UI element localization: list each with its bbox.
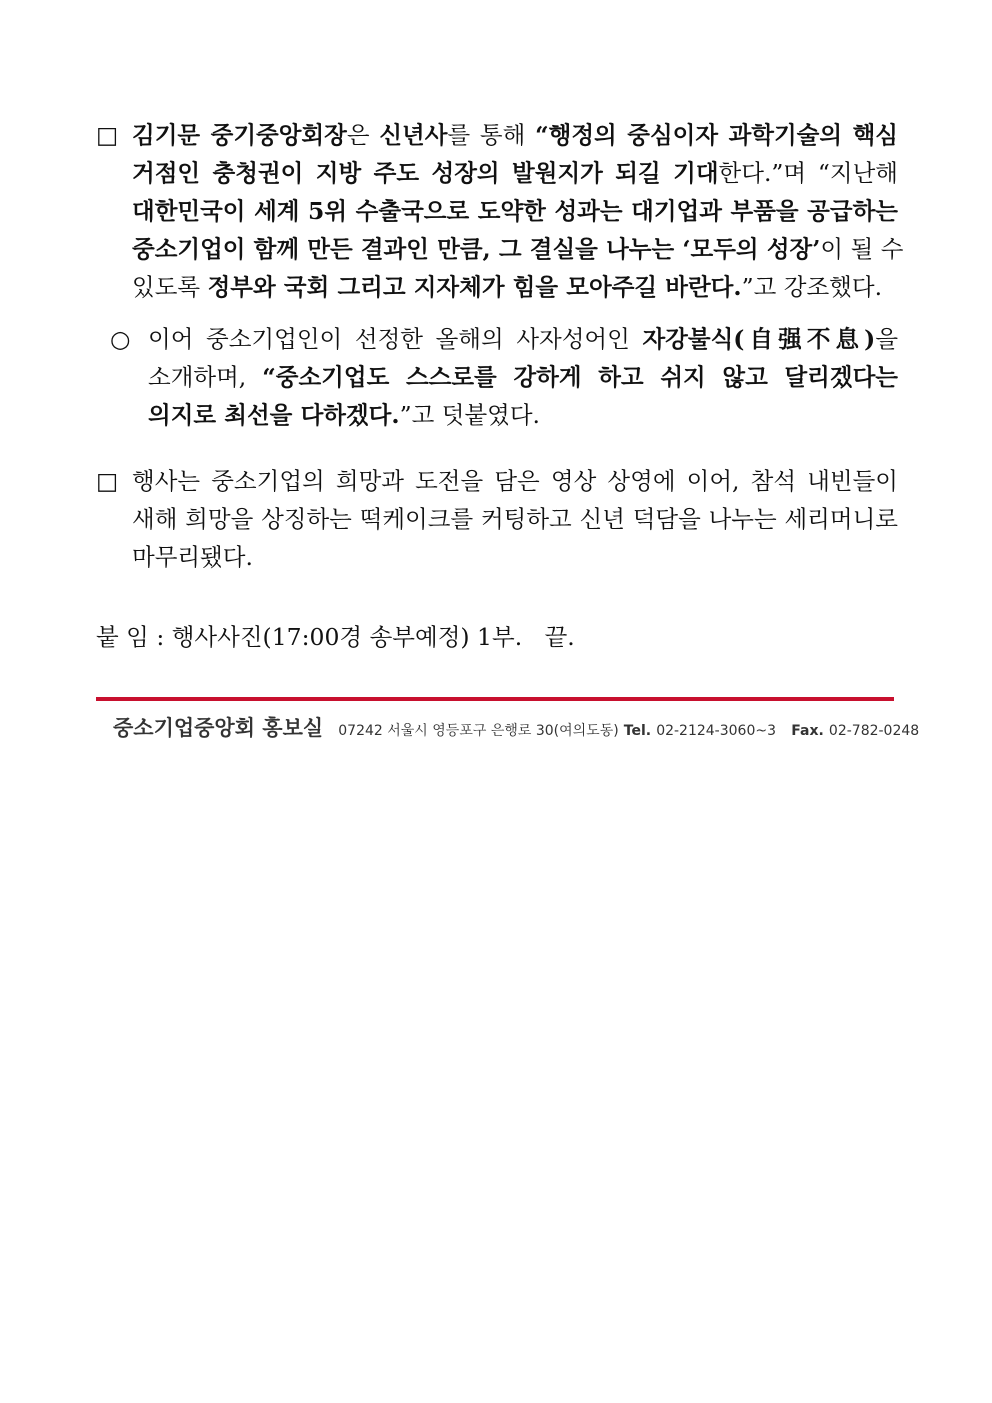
paragraph-1 <box>96 116 904 306</box>
footer-tel-label: Tel. <box>623 723 652 739</box>
paragraph-1-line-5: 있도록 정부와 국회 그리고 지자체가 힘을 모아주길 바란다.”고 강조했다. <box>132 273 883 301</box>
paragraph-3-line-3: 마무리됐다. <box>132 543 253 571</box>
paragraph-2-line-3: 의지로 최선을 다하겠다.”고 덧붙였다. <box>148 401 541 429</box>
paragraph-1-line-3: 대한민국이 세계 5위 수출국으로 도약한 성과는 대기업과 부품을 공급하는 <box>132 197 898 225</box>
footer-divider <box>96 697 894 701</box>
paragraph-1-line-4: 중소기업이 함께 만든 결과인 만큼, 그 결실을 나누는 ‘모두의 성장’이 될 수 <box>132 235 904 263</box>
paragraph-1-line-2: 거점인 충청권이 지방 주도 성장의 발원지가 되길 기대한다.”며 “지난해 <box>132 159 898 187</box>
attachment-note: 붙 임 : 행사사진(17:00경 송부예정) 1부. 끝. <box>96 623 575 651</box>
footer-fax-label: Fax. <box>791 723 824 739</box>
footer-fax: 02-782-0248 <box>828 723 920 739</box>
paragraph-2 <box>110 320 898 434</box>
paragraph-3-line-1: □ 행사는 중소기업의 희망과 도전을 담은 영상 상영에 이어, 참석 내빈들이 <box>96 462 898 500</box>
circle-bullet-icon: ○ <box>110 325 131 353</box>
paragraph-2-line-1: ○ 이어 중소기업인이 선정한 올해의 사자성어인 자강불식(自强不息)을 <box>110 320 898 358</box>
paragraph-3 <box>96 462 898 576</box>
square-bullet-icon: □ <box>96 467 119 495</box>
paragraph-2-line-2: 소개하며, “중소기업도 스스로를 강하게 하고 쉬지 않고 달리겠다는 <box>148 363 898 391</box>
footer-address: 07242 서울시 영등포구 은행로 30(여의도동) <box>338 723 619 739</box>
footer-tel: 02-2124-3060~3 <box>656 723 777 739</box>
footer-organization: 중소기업중앙회 홍보실 <box>113 716 324 740</box>
paragraph-1-line-1: □ 김기문 중기중앙회장은 신년사를 통해 “행정의 중심이자 과학기술의 핵심 <box>96 116 898 154</box>
footer <box>113 712 919 742</box>
square-bullet-icon: □ <box>96 121 119 149</box>
paragraph-3-line-2: 새해 희망을 상징하는 떡케이크를 커팅하고 신년 덕담을 나누는 세리머니로 <box>132 505 898 533</box>
